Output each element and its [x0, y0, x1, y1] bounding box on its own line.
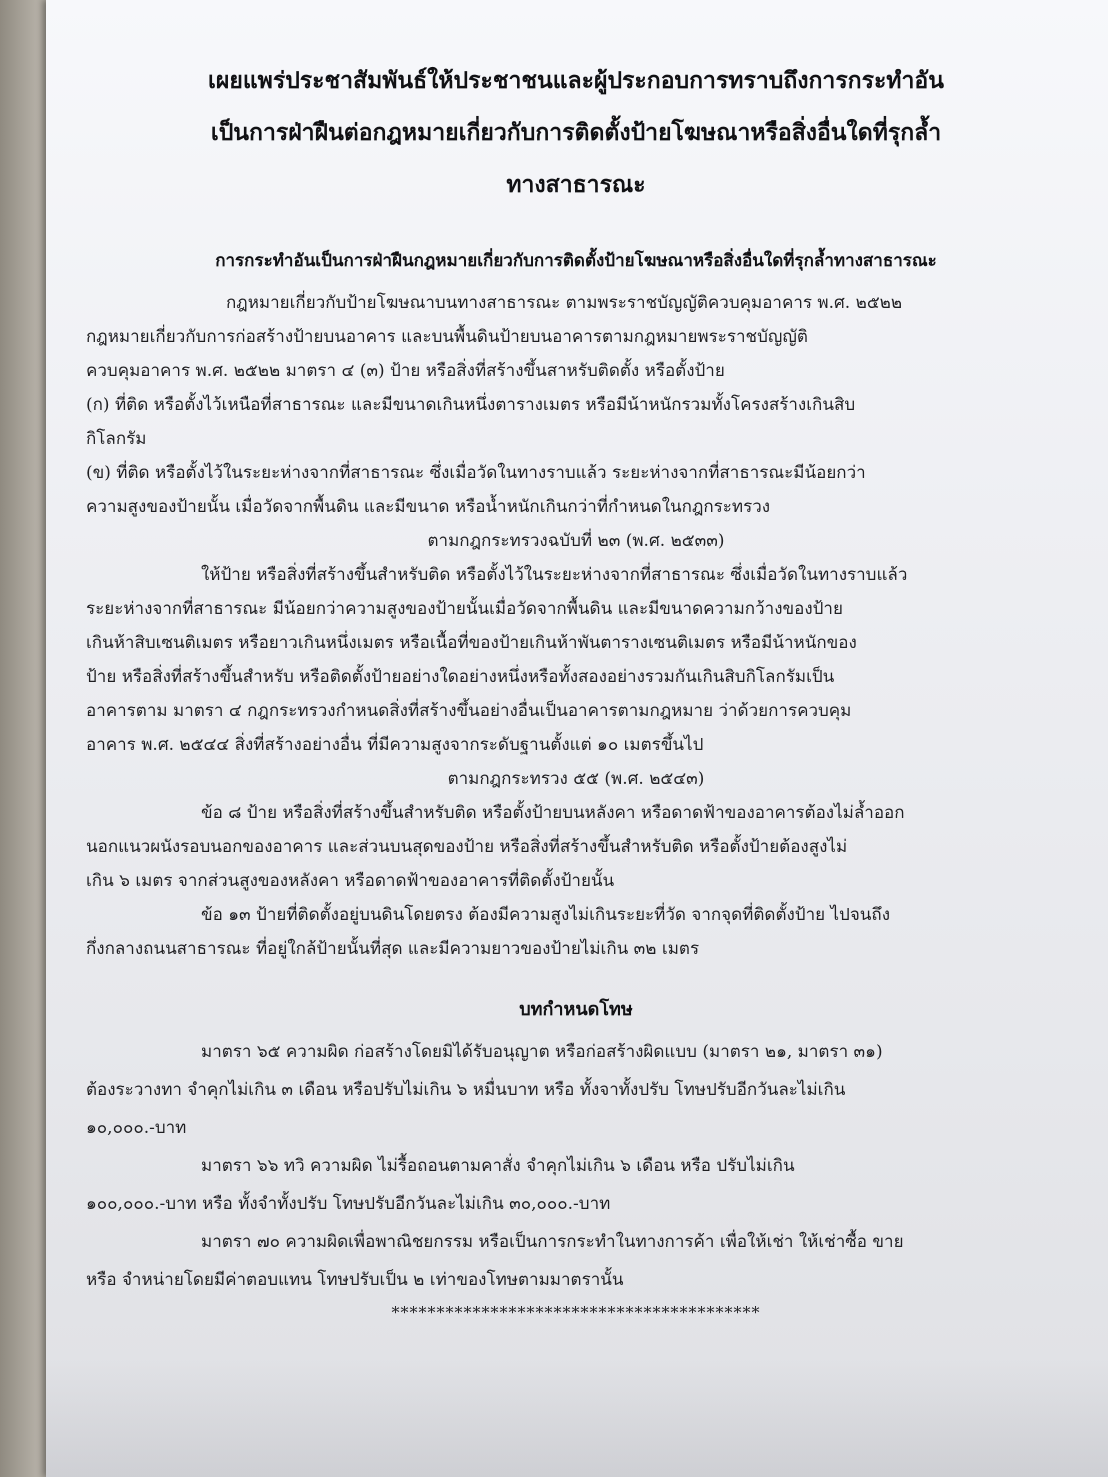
- sign-line-2: ระยะห่างจากที่สาธารณะ มีน้อยกว่าความสูงของป้ายนั้นเมื่อวัดจากพื้นดิน และมีขนาดความกว้างของป้าย: [86, 599, 843, 619]
- penalty-70-line-1: มาตรา ๗๐ ความผิดเพื่อพาณิชยกรรม หรือเป็นการกระทำในทางการค้า เพื่อให้เช่า ให้เช่าซื้อ ขาย: [201, 1232, 904, 1252]
- sign-line-6: อาคาร พ.ศ. ๒๕๔๔ สิ่งที่สร้างอย่างอื่น ที่มีความสูงจากระดับฐานตั้งแต่ ๑๐ เมตรขึ้นไป: [86, 735, 704, 755]
- law-line-5: กิโลกรัม: [86, 429, 147, 449]
- penalty-heading: บทกำหนดโทษ: [519, 999, 633, 1020]
- document-subtitle: การกระทำอันเป็นการฝ่าฝืนกฎหมายเกี่ยวกับการติดตั้งป้ายโฆษณาหรือสิ่งอื่นใดที่รุกล้ำทางสาธารณะ: [215, 251, 937, 271]
- penalty-66-line-2: ๑๐๐,๐๐๐.-บาท หรือ ทั้งจำทั้งปรับ โทษปรับอีกวันละไม่เกิน ๓๐,๐๐๐.-บาท: [86, 1194, 611, 1214]
- section-penalties: [86, 1033, 1066, 1299]
- law-line-3: ควบคุมอาคาร พ.ศ. ๒๕๒๒ มาตรา ๔ (๓) ป้าย หรือสิ่งที่สร้างขึ้นสาหรับติดตั้ง หรือตั้งป้าย: [86, 361, 725, 381]
- clause-8-line-3: เกิน ๖ เมตร จากส่วนสูงของหลังคา หรือดาดฟ้าของอาคารที่ติดตั้งป้ายนั้น: [86, 871, 615, 891]
- section-law-overview: [86, 286, 1066, 966]
- ministerial-55-heading: ตามกฎกระทรวง ๕๕ (พ.ศ. ๒๕๔๓): [447, 769, 705, 789]
- clause-8-line-2: นอกแนวผนังรอบนอกของอาคาร และส่วนบนสุดของป้าย หรือสิ่งที่สร้างขึ้นสำหรับติด หรือตั้งป้ายต้องสูงไม่: [86, 837, 848, 857]
- sign-line-5: อาคารตาม มาตรา ๔ กฎกระทรวงกำหนดสิ่งที่สร้างขึ้นอย่างอื่นเป็นอาคารตามกฎหมาย ว่าด้วยการควบคุม: [86, 701, 852, 721]
- ministerial-23-heading: ตามกฎกระทรวงฉบับที่ ๒๓ (พ.ศ. ๒๕๓๓): [427, 531, 725, 551]
- paper-sheet: [46, 0, 1108, 1477]
- clause-13-line-1: ข้อ ๑๓ ป้ายที่ติดตั้งอยู่บนดินโดยตรง ต้องมีความสูงไม่เกินระยะที่วัด จากจุดที่ติดตั้งป้าย ไปจนถึง: [201, 905, 891, 925]
- title-line-1: เผยแพร่ประชาสัมพันธ์ให้ประชาชนและผู้ประกอบการทราบถึงการกระทำอัน: [208, 67, 944, 94]
- penalty-70-line-2: หรือ จำหน่ายโดยมีค่าตอบแทน โทษปรับเป็น ๒ เท่าของโทษตามมาตรานั้น: [86, 1270, 624, 1290]
- law-line-7: ความสูงของป้ายนั้น เมื่อวัดจากพื้นดิน และมีขนาด หรือน้ำหนักเกินกว่าที่กำหนดในกฎกระทรวง: [86, 497, 771, 517]
- penalty-66-line-1: มาตรา ๖๖ ทวิ ความผิด ไม่รื้อถอนตามคาสั่ง จำคุกไม่เกิน ๖ เดือน หรือ ปรับไม่เกิน: [201, 1156, 795, 1176]
- sign-line-1: ให้ป้าย หรือสิ่งที่สร้างขึ้นสำหรับติด หรือตั้งไว้ในระยะห่างจากที่สาธารณะ ซึ่งเมื่อวัดในทางราบแล้ว: [201, 565, 908, 585]
- law-line-2: กฎหมายเกี่ยวกับการก่อสร้างป้ายบนอาคาร และบนพื้นดินป้ายบนอาคารตามกฎหมายพระราชบัญญัติ: [86, 327, 808, 347]
- sign-line-3: เกินห้าสิบเซนติเมตร หรือยาวเกินหนึ่งเมตร หรือเนื้อที่ของป้ายเกินห้าพันตารางเซนติเมตร หรือมีน้าหนักของ: [86, 633, 857, 653]
- sign-line-4: ป้าย หรือสิ่งที่สร้างขึ้นสำหรับ หรือติดตั้งป้ายอย่างใดอย่างหนึ่งหรือทั้งสองอย่างรวมกันเกินสิบกิโลกรัมเป็น: [86, 667, 835, 687]
- law-line-4: (ก) ที่ติด หรือตั้งไว้เหนือที่สาธารณะ และมีขนาดเกินหนึ่งตารางเมตร หรือมีน้าหนักรวมทั้งโครงสร้างเกินสิบ: [86, 395, 856, 415]
- title-line-2: เป็นการฝ่าฝืนต่อกฎหมายเกี่ยวกับการติดตั้งป้ายโฆษณาหรือสิ่งอื่นใดที่รุกล้ำ: [210, 119, 942, 146]
- penalty-65-line-2: ต้องระวางทา จำคุกไม่เกิน ๓ เดือน หรือปรับไม่เกิน ๖ หมื่นบาท หรือ ทั้งจาทั้งปรับ โทษปรับอีกวันละไม่เกิน: [86, 1080, 846, 1100]
- clause-13-line-2: กึ่งกลางถนนสาธารณะ ที่อยู่ใกล้ป้ายนั้นที่สุด และมีความยาวของป้ายไม่เกิน ๓๒ เมตร: [86, 939, 700, 959]
- law-line-6: (ข) ที่ติด หรือตั้งไว้ในระยะห่างจากที่สาธารณะ ซึ่งเมื่อวัดในทางราบแล้ว ระยะห่างจากที่สาธารณะมีน้อยกว่า: [86, 463, 866, 483]
- document-title: [86, 55, 1066, 211]
- penalty-65-line-1: มาตรา ๖๕ ความผิด ก่อสร้างโดยมิได้รับอนุญาต หรือก่อสร้างผิดแบบ (มาตรา ๒๑, มาตรา ๓๑): [201, 1042, 883, 1062]
- closing-asterisks: *****************************************: [391, 1303, 761, 1322]
- clause-8-line-1: ข้อ ๘ ป้าย หรือสิ่งที่สร้างขึ้นสำหรับติด หรือตั้งป้ายบนหลังคา หรือดาดฟ้าของอาคารต้องไม่ล้ำออก: [201, 803, 905, 823]
- paper-shadow: [46, 1357, 1108, 1477]
- law-line-1: กฎหมายเกี่ยวกับป้ายโฆษณาบนทางสาธารณะ ตามพระราชบัญญัติควบคุมอาคาร พ.ศ. ๒๕๒๒: [226, 293, 903, 313]
- document-content: [86, 55, 1066, 1322]
- penalty-65-line-3: ๑๐,๐๐๐.-บาท: [86, 1118, 187, 1138]
- title-line-3: ทางสาธารณะ: [506, 171, 646, 198]
